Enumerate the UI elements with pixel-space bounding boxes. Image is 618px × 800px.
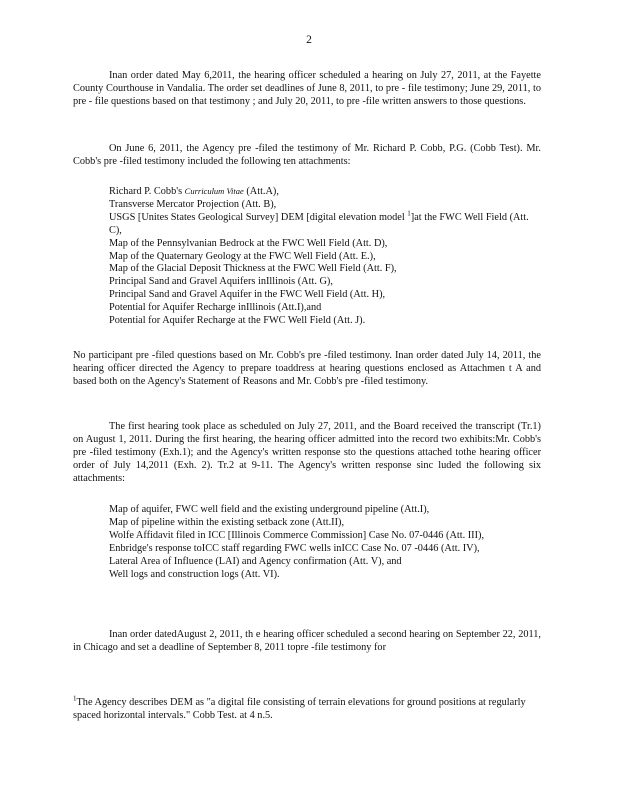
list-item: Transverse Mercator Projection (Att. B), — [109, 198, 277, 210]
footnote-marker: 1 — [73, 694, 77, 703]
footnote — [73, 694, 541, 723]
list-item: Well logs and construction logs (Att. VI). — [109, 568, 280, 580]
attachments-list-cobb — [109, 185, 541, 328]
footnote-ref: 1 — [407, 209, 411, 218]
page-number: 2 — [306, 34, 312, 46]
list-item: Map of the Quaternary Geology at the FWC Well Field (Att. E.), — [109, 250, 376, 262]
list-item: Principal Sand and Gravel Aquifer in the FWC Well Field (Att. H), — [109, 289, 386, 301]
list-item: Map of the Glacial Deposit Thickness at the FWC Well Field (Att. F), — [109, 263, 397, 275]
attachments-list-agency — [109, 504, 541, 581]
paragraph-first-hearing: The first hearing took place as scheduled on July 27, 2011, and the Board received the transcript (Tr.1) on August 1, 2011. During the first hearing, the hearing officer admitted into the record two exhibits:Mr. Cobb's pre -filed testimony (Exh.1); and the Agency's written response sto the questions attached tothe hearing officer order of July 14,2011 (Exh. 2). Tr.2 at 9-11. The Agency's written response sinc luded the following six attachments: — [73, 421, 541, 484]
list-item: Principal Sand and Gravel Aquifers inIllinois (Att. G), — [109, 276, 333, 288]
paragraph-hearing-order: Inan order dated May 6,2011, the hearing officer scheduled a hearing on July 27, 2011, at the Fayette County Courthouse in Vandalia. The order set deadlines of June 8, 2011, to pre - file testimony; June 29, 2011, to pre - file questions based on that testimony ; and July 20, 2011, to pre -file written answers to those questions. — [73, 70, 541, 107]
list-item: Map of pipeline within the existing setback zone (Att.II), — [109, 516, 345, 528]
list-item: Potential for Aquifer Recharge inIllinois (Att.I),and — [109, 302, 322, 314]
list-item: Potential for Aquifer Recharge at the FWC Well Field (Att. J). — [109, 315, 366, 327]
list-item: Wolfe Affidavit filed in ICC [Illinois Commerce Commission] Case No. 07-0446 (Att. III), — [109, 529, 485, 541]
list-item: Richard P. Cobb's Curriculum Vitae (Att.A), — [109, 186, 279, 197]
list-item: Map of the Pennsylvanian Bedrock at the FWC Well Field (Att. D), — [109, 237, 388, 249]
footnote-text: The Agency describes DEM as "a digital file consisting of terrain elevations for ground positions at regularly spaced horizontal intervals." Cobb Test. at 4 n.5. — [73, 697, 526, 721]
list-item: Map of aquifer, FWC well field and the existing underground pipeline (Att.I), — [109, 504, 430, 515]
paragraph-no-questions: No participant pre -filed questions based on Mr. Cobb's pre -filed testimony. Inan order dated July 14, 2011, the hearing officer directed the Agency to prepare toaddress at hearing questions enclosed as Attachmen t A and based both on the Agency's Statement of Reasons and Mr. Cobb's pre -filed testimony. — [73, 350, 541, 387]
paragraph-second-hearing: Inan order datedAugust 2, 2011, th e hearing officer scheduled a second hearing on September 22, 2011, in Chicago and set a deadline of September 8, 2011 topre -file testimony for — [73, 629, 541, 653]
list-item: Lateral Area of Influence (LAI) and Agency confirmation (Att. V), and — [109, 555, 402, 567]
list-item: USGS [Unites States Geological Survey] DEM [digital elevation model $^1$]at the FWC Well Field (Att. C), — [109, 209, 529, 236]
list-item: Enbridge's response toICC staff regarding FWC wells inICC Case No. 07 -0446 (Att. IV), — [109, 542, 480, 554]
paragraph-cobb-testimony: On June 6, 2011, the Agency pre -filed the testimony of Mr. Richard P. Cobb, P.G. (Cobb Test). Mr. Cobb's pre -filed testimony included the following ten attachments: — [73, 143, 541, 167]
italic-term: Curriculum Vitae — [184, 186, 244, 196]
